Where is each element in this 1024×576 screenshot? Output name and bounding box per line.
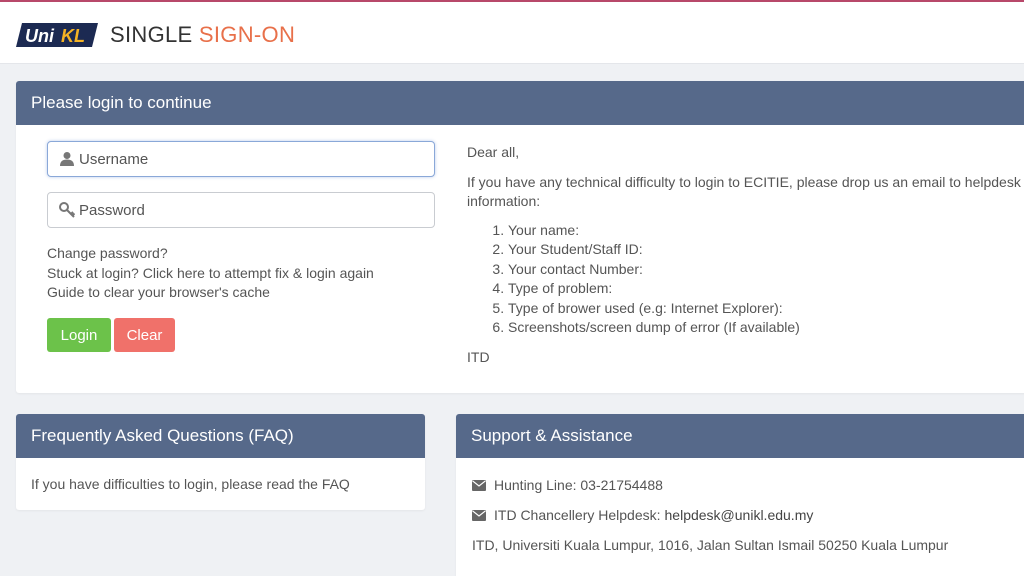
clear-button[interactable]: Clear [114,318,175,352]
page-title [110,22,295,48]
user-icon [59,151,75,167]
notice-text [467,143,1024,367]
login-button[interactable]: Login [47,318,111,352]
title-part-2: SIGN-ON [198,22,296,47]
list-item: 5. Type of brower used (e.g: Internet Explorer): [508,299,1024,319]
login-panel-heading: Please login to continue [16,81,1024,125]
title-part-1: SINGLE [110,22,199,47]
logo-text-uni: Uni [25,26,54,46]
clear-cache-guide-link[interactable]: Guide to clear your browser's cache [47,284,270,300]
address-row [472,536,1020,566]
envelope-icon [472,510,486,521]
hunting-line-text: Hunting Line: 03-21754488 [494,477,663,493]
password-field[interactable] [47,192,435,228]
envelope-icon [472,480,486,491]
fix-login-link[interactable]: Stuck at login? Click here to attempt fix & login again [47,264,374,281]
logo-text-kl: KL [61,26,85,46]
faq-panel [16,414,425,510]
hunting-line-row [472,476,1020,506]
list-item: 6. Screenshots/screen dump of error (If available) [508,318,1024,338]
address-text: ITD, Universiti Kuala Lumpur, 1016, Jalan Sultan Ismail 50250 Kuala Lumpur [472,537,949,553]
faq-panel-heading: Frequently Asked Questions (FAQ) [16,414,425,458]
key-icon [59,202,75,218]
list-item: 2. Your Student/Staff ID: [508,240,1024,260]
notice-intro: If you have any technical difficulty to login to ECITIE, please drop us an email to helpdesk information: [467,173,1021,209]
helpdesk-label: ITD Chancellery Helpdesk: [494,507,661,523]
faq-link[interactable]: If you have difficulties to login, please read the FAQ [31,476,350,492]
list-item: 4. Type of problem: [508,279,1024,299]
login-panel [16,81,1024,393]
change-password-link[interactable]: Change password? [47,245,168,261]
password-input[interactable] [79,193,429,227]
helpdesk-row [472,506,1020,536]
notice-greeting: Dear all, [467,144,520,160]
unikl-logo [16,21,98,49]
helpdesk-email-link[interactable]: helpdesk@unikl.edu.my [664,507,814,523]
username-field[interactable] [47,141,435,177]
list-item: 1. Your name: [508,221,1024,241]
username-input[interactable] [79,142,429,176]
list-item: 3. Your contact Number: [508,260,1024,280]
support-panel [456,414,1024,576]
header [0,2,1024,64]
notice-signoff: ITD [467,348,490,365]
support-panel-heading: Support & Assistance [456,414,1024,458]
help-links [47,244,374,303]
notice-list [508,221,1024,338]
